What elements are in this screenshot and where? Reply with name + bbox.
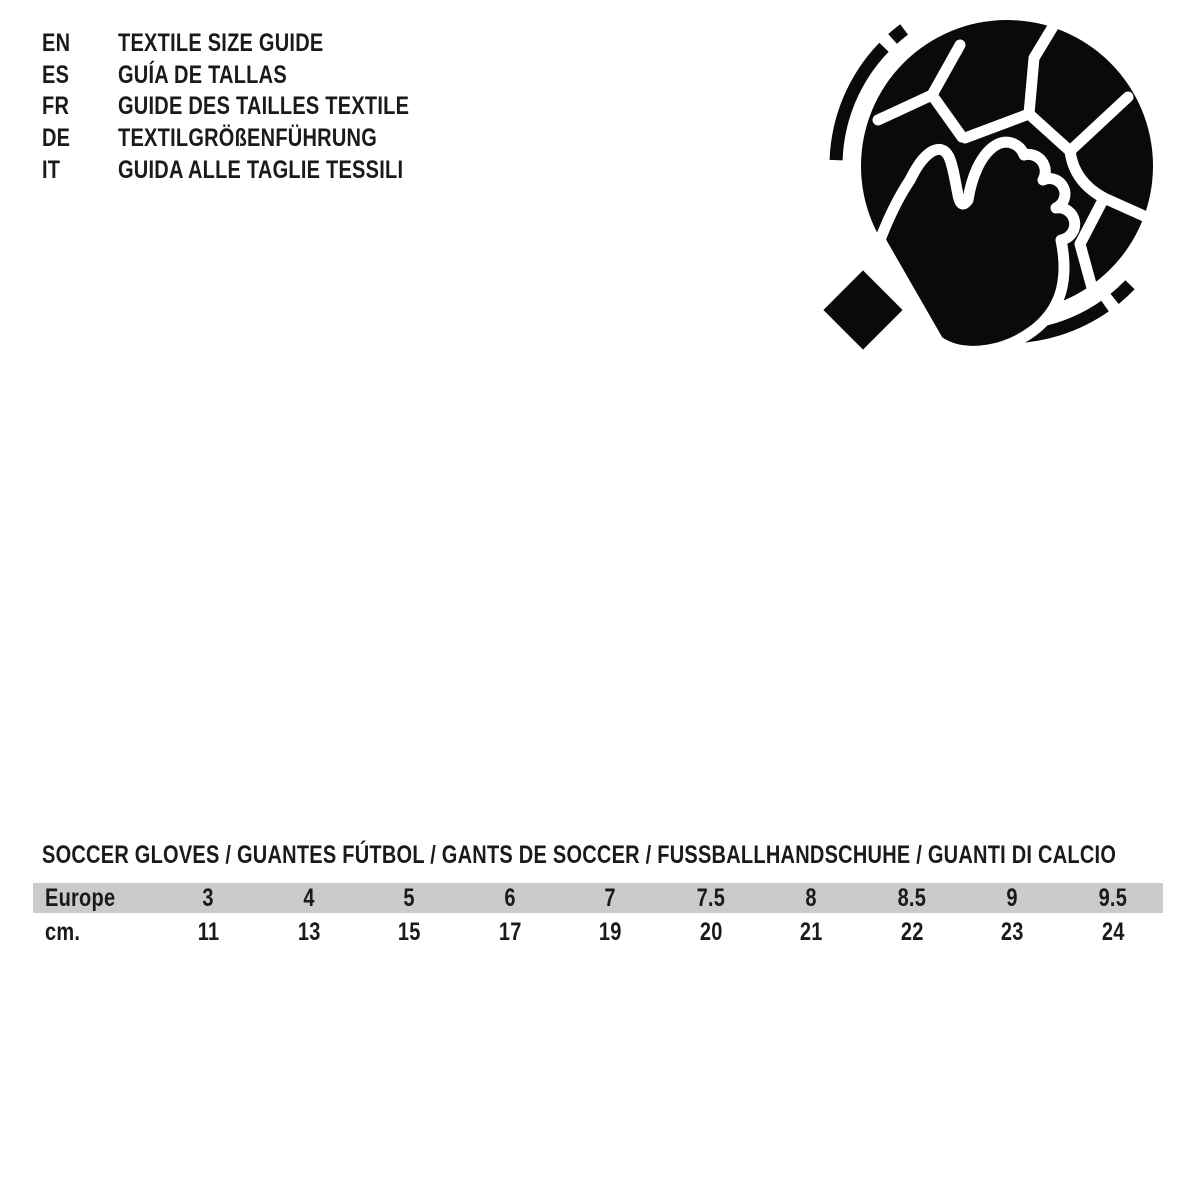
language-row bbox=[42, 28, 482, 60]
size-table bbox=[33, 883, 1163, 951]
language-label: TEXTILGRÖßENFÜHRUNG bbox=[118, 124, 377, 153]
size-value-cell: 4 bbox=[303, 883, 315, 912]
language-row bbox=[42, 91, 482, 123]
language-row bbox=[42, 123, 482, 155]
size-value-cell: 3 bbox=[202, 883, 214, 912]
size-value-cell: 15 bbox=[397, 917, 421, 946]
goalkeeper-glove-soccer-ball-icon bbox=[810, 0, 1200, 390]
language-code: ES bbox=[42, 60, 70, 89]
language-label: GUÍA DE TALLAS bbox=[118, 60, 287, 89]
language-row bbox=[42, 60, 482, 92]
size-row-label: cm. bbox=[45, 917, 81, 946]
size-value-cell: 9 bbox=[1006, 883, 1018, 912]
size-value-cell: 8.5 bbox=[897, 883, 927, 912]
size-row-label: Europe bbox=[45, 883, 116, 912]
size-value-cell: 17 bbox=[498, 917, 522, 946]
glove-cuff bbox=[823, 270, 902, 349]
language-label: GUIDE DES TAILLES TEXTILE bbox=[118, 92, 410, 121]
language-code: IT bbox=[42, 155, 61, 184]
size-value-cell: 8 bbox=[805, 883, 817, 912]
language-code: DE bbox=[42, 124, 71, 153]
size-value-cell: 9.5 bbox=[1098, 883, 1128, 912]
glove-hand bbox=[880, 142, 1075, 351]
size-value-cell: 7 bbox=[604, 883, 616, 912]
size-table-title: SOCCER GLOVES / GUANTES FÚTBOL / GANTS DE SOCCER / FUSSBALLHANDSCHUHE / GUANTI DI CALCIO bbox=[42, 841, 1117, 869]
language-list bbox=[42, 28, 482, 186]
size-value-cell: 22 bbox=[900, 917, 924, 946]
size-value-cell: 20 bbox=[699, 917, 723, 946]
language-label: GUIDA ALLE TAGLIE TESSILI bbox=[118, 155, 404, 184]
size-value-cell: 11 bbox=[197, 917, 220, 946]
language-code: EN bbox=[42, 29, 71, 58]
size-value-cell: 13 bbox=[297, 917, 321, 946]
size-table-row bbox=[33, 883, 1163, 913]
language-label: TEXTILE SIZE GUIDE bbox=[118, 29, 324, 58]
size-value-cell: 5 bbox=[403, 883, 415, 912]
language-row bbox=[42, 154, 482, 186]
size-value-cell: 7.5 bbox=[696, 883, 726, 912]
size-value-cell: 21 bbox=[799, 917, 823, 946]
size-value-cell: 6 bbox=[504, 883, 516, 912]
size-table-row bbox=[33, 913, 1163, 951]
size-value-cell: 23 bbox=[1000, 917, 1024, 946]
size-value-cell: 24 bbox=[1101, 917, 1125, 946]
size-value-cell: 19 bbox=[598, 917, 622, 946]
language-code: FR bbox=[42, 92, 70, 121]
